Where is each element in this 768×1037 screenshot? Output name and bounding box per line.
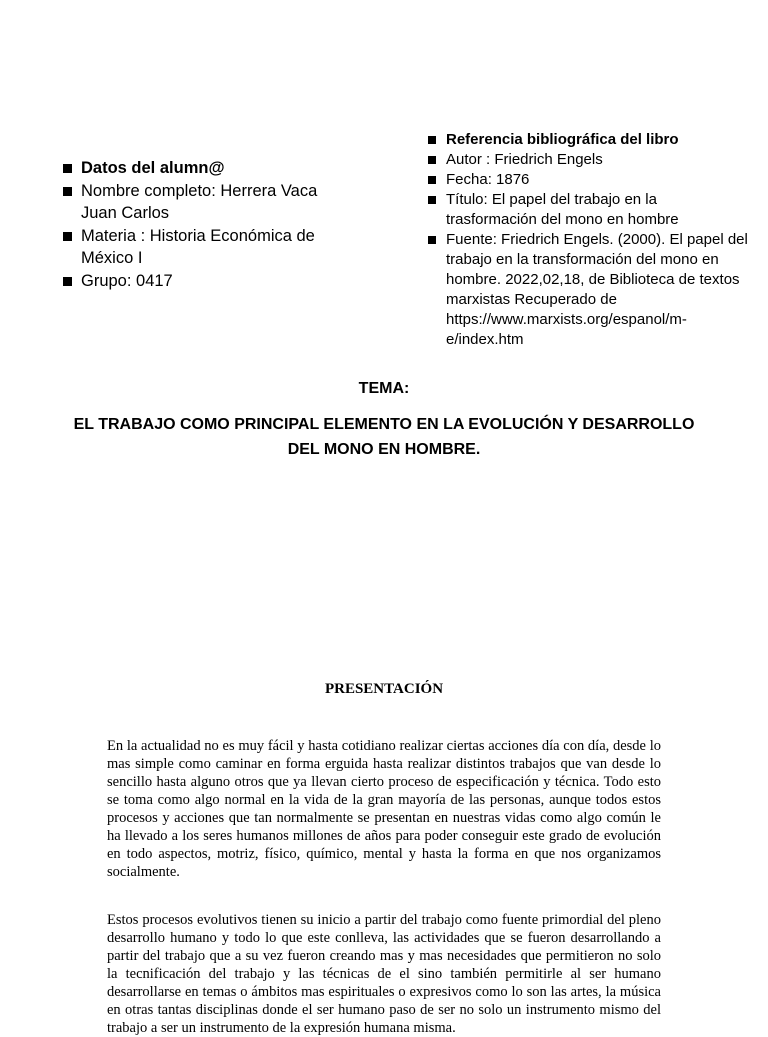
tema-label: TEMA: — [358, 380, 410, 397]
square-bullet-icon — [63, 187, 72, 196]
square-bullet-icon — [428, 196, 436, 204]
reference-author-text: Autor : Friedrich Engels — [446, 151, 603, 168]
student-header-item — [63, 157, 353, 180]
student-group-item — [63, 270, 353, 293]
student-name-text: Nombre completo: Herrera Vaca Juan Carlos — [81, 181, 318, 222]
student-subject-item — [63, 225, 353, 270]
reference-title-text: Título: El papel del trabajo en la trasformación del mono en hombre — [446, 191, 679, 228]
square-bullet-icon — [63, 232, 72, 241]
presentation-paragraph-1: En la actualidad no es muy fácil y hasta cotidiano realizar ciertas acciones día con día, desde lo mas simple como caminar en forma erguida hasta realizar distintos trabajos que van desde lo sencillo hasta alguno otros que ya llevan cierto proceso de especificación y técnica. Todo esto se toma como algo normal en la vida de la gran mayoría de las personas, aunque todos estos procesos y acciones que tan normalmente se presentan en nuestras vidas como algo común le ha llevado a los seres humanos millones de años para poder conseguir este grado de evolución en todo aspectos, motriz, físico, químico, mental y hasta la forma en que nos organizamos socialmente. — [107, 738, 661, 880]
document-title: EL TRABAJO COMO PRINCIPAL ELEMENTO EN LA EVOLUCIÓN Y DESARROLLO DEL MONO EN HOMBRE. — [73, 416, 695, 458]
reference-date-text: Fecha: 1876 — [446, 171, 530, 188]
student-header-label: Datos del alumn@ — [81, 159, 225, 177]
square-bullet-icon — [428, 136, 436, 144]
student-subject-text: Materia : Historia Económica de México I — [81, 226, 315, 267]
square-bullet-icon — [428, 236, 436, 244]
reference-header-label: Referencia bibliográfica del libro — [446, 131, 679, 148]
reference-header-item — [428, 130, 750, 150]
student-data-list — [63, 157, 353, 292]
reference-source-item — [428, 230, 750, 350]
presentation-heading: PRESENTACIÓN — [324, 681, 444, 697]
square-bullet-icon — [63, 277, 72, 286]
student-group-text: Grupo: 0417 — [81, 271, 173, 290]
square-bullet-icon — [428, 176, 436, 184]
reference-source-text: Fuente: Friedrich Engels. (2000). El papel del trabajo en la transformación del mono en hombre. 2022,02,18, de Biblioteca de textos marxistas Recuperado de https://www.marxists.org/espanol/m-e/index.htm — [446, 231, 748, 348]
reference-title-item — [428, 190, 750, 230]
student-name-item — [63, 180, 353, 225]
presentation-paragraph-2: Estos procesos evolutivos tienen su inicio a partir del trabajo como fuente primordial del pleno desarrollo humano y todo lo que este conlleva, las actividades que se fueron desarrollando a partir del trabajo que a su vez fueron creando mas y mas necesidades que permitieron no solo la tecnificación del trabajo y las técnicas de el sino también permitirle al ser humano desarrollarse en temas o ámbitos mas espirituales o expresivos como lo son las artes, la música en otras tantas disciplinas donde el ser humano paso de ser no solo un instrumento mismo del trabajo a ser un instrumento de la expresión humana misma. — [107, 912, 661, 1036]
reference-date-item — [428, 170, 750, 190]
square-bullet-icon — [63, 164, 72, 173]
square-bullet-icon — [428, 156, 436, 164]
reference-author-item — [428, 150, 750, 170]
book-reference-list — [428, 130, 750, 350]
